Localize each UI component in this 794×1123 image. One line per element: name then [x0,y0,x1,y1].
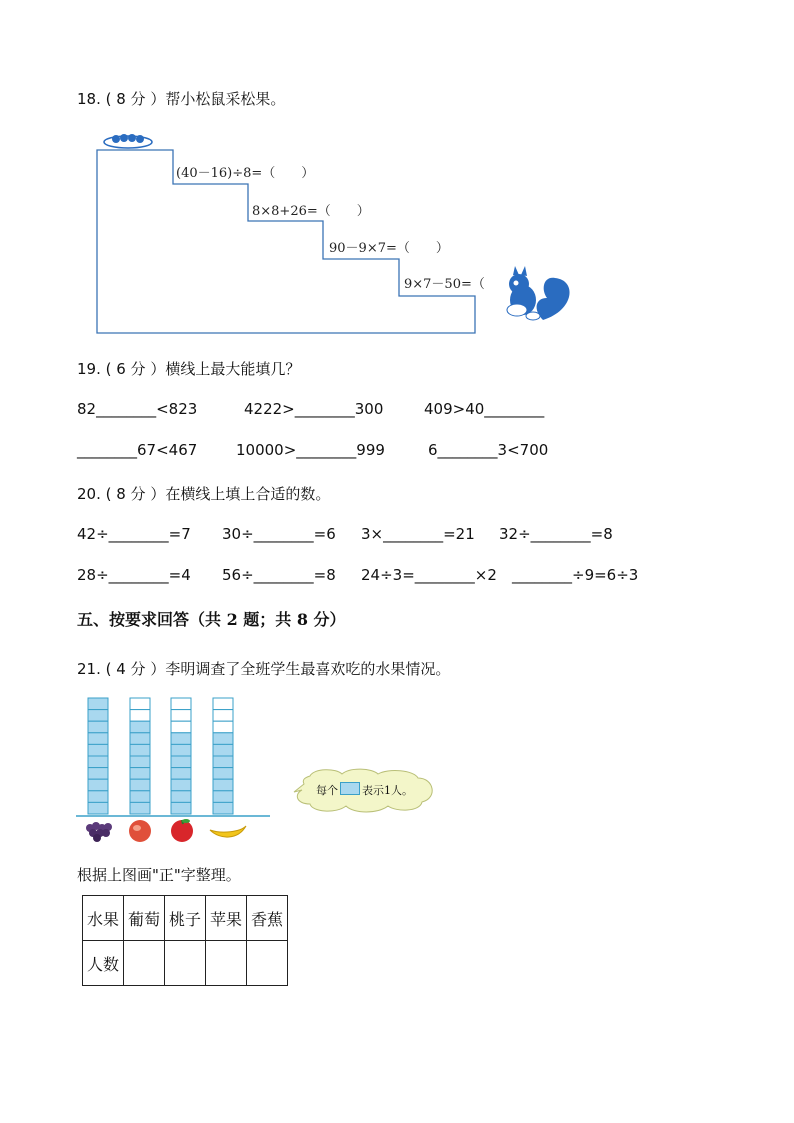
pictograph-cell [171,698,191,710]
pictograph-cell [88,721,108,733]
stair-step-3: 90－9×7=（ ） [329,241,449,256]
fruit-tally-table [82,895,288,986]
pictograph-cell [88,733,108,745]
table-header-row [83,896,288,941]
count-cell-grapes[interactable] [124,941,165,986]
pictograph-cell [130,733,150,745]
q20-r1-c4: 32÷________=8 [499,525,613,543]
q19-r1-c1: 82________<823 [77,400,198,418]
q20-title: 20. ( 8 分 ）在横线上填上合适的数。 [77,485,331,503]
q19-r1-c2: 4222>________300 [244,400,384,418]
pictograph-cell [130,802,150,814]
pictograph-cell [88,744,108,756]
header-banana: 香蕉 [247,896,288,941]
pictograph-cell [130,756,150,768]
stair-step-1: (40－16)÷8=（ ） [176,166,315,181]
q19-r2-c3: 6________3<700 [428,441,549,459]
q20-r1-c3: 3×________=21 [361,525,475,543]
pictograph-cell [130,779,150,791]
pictograph-cell [213,791,233,803]
pictograph-cell [213,733,233,745]
pinecone-basket-icon [104,134,152,148]
q19-r1-c3: 409>40________ [424,400,545,418]
stair-step-2: 8×8+26=（ ） [252,204,370,219]
pictograph-cell [130,768,150,780]
legend-text: 每个 表示1人。 [316,784,413,797]
pictograph-cell [130,698,150,710]
apple-icon [171,819,193,842]
stair-step-4: 9×7－50=（ [404,277,485,292]
count-cell-apple[interactable] [206,941,247,986]
q19-r2-c1: ________67<467 [77,441,198,459]
pictograph-cell [88,756,108,768]
peach-icon [129,820,151,842]
pictograph-cell [88,710,108,722]
q21-title: 21. ( 4 分 ）李明调查了全班学生最喜欢吃的水果情况。 [77,660,451,678]
pictograph-cell [130,791,150,803]
pictograph-cell [213,779,233,791]
banana-icon [210,826,246,837]
header-fruit: 水果 [83,896,124,941]
pictograph-cell [130,744,150,756]
q19-title: 19. ( 6 分 ）横线上最大能填几？ [77,360,301,378]
row-label-count: 人数 [83,941,124,986]
pictograph-cell [88,768,108,780]
count-cell-banana[interactable] [247,941,288,986]
pictograph-cell [171,802,191,814]
q20-r1-c2: 30÷________=6 [222,525,336,543]
squirrel-stairs-figure [90,130,590,340]
grapes-icon [86,822,112,842]
pictograph-cell [130,721,150,733]
squirrel-icon [507,266,570,320]
q20-r2-c4: ________÷9=6÷3 [512,566,639,584]
table-count-row [83,941,288,986]
pictograph-cell [171,710,191,722]
pictograph-cell [171,756,191,768]
pictograph-cell [171,721,191,733]
legend-square-icon [340,782,360,795]
pictograph-cell [88,779,108,791]
pictograph-cell [171,779,191,791]
pictograph-cell [213,710,233,722]
pictograph-cell [171,733,191,745]
pictograph-cell [213,698,233,710]
section5-title: 五、按要求回答（共 2 题；共 8 分） [77,610,346,629]
pictograph-cell [213,756,233,768]
pictograph-cell [130,710,150,722]
pictograph-cell [213,744,233,756]
pictograph-cell [213,802,233,814]
pictograph-cell [88,791,108,803]
pictograph-cell [171,768,191,780]
pictograph-cell [213,768,233,780]
pictograph-cell [88,698,108,710]
q18-title: 18. ( 8 分 ）帮小松鼠采松果。 [77,90,286,108]
pictograph-cell [213,721,233,733]
pictograph-cell [171,791,191,803]
header-peach: 桃子 [165,896,206,941]
header-apple: 苹果 [206,896,247,941]
fruit-pictograph [76,692,276,852]
pictograph-cell [171,744,191,756]
q19-r2-c2: 10000>________999 [236,441,385,459]
q20-r1-c1: 42÷________=7 [77,525,191,543]
count-cell-peach[interactable] [165,941,206,986]
pictograph-cell [88,802,108,814]
q20-r2-c1: 28÷________=4 [77,566,191,584]
header-grapes: 葡萄 [124,896,165,941]
q20-r2-c3: 24÷3=________×2 [361,566,497,584]
q20-r2-c2: 56÷________=8 [222,566,336,584]
q21-instruction: 根据上图画"正"字整理。 [77,866,241,884]
